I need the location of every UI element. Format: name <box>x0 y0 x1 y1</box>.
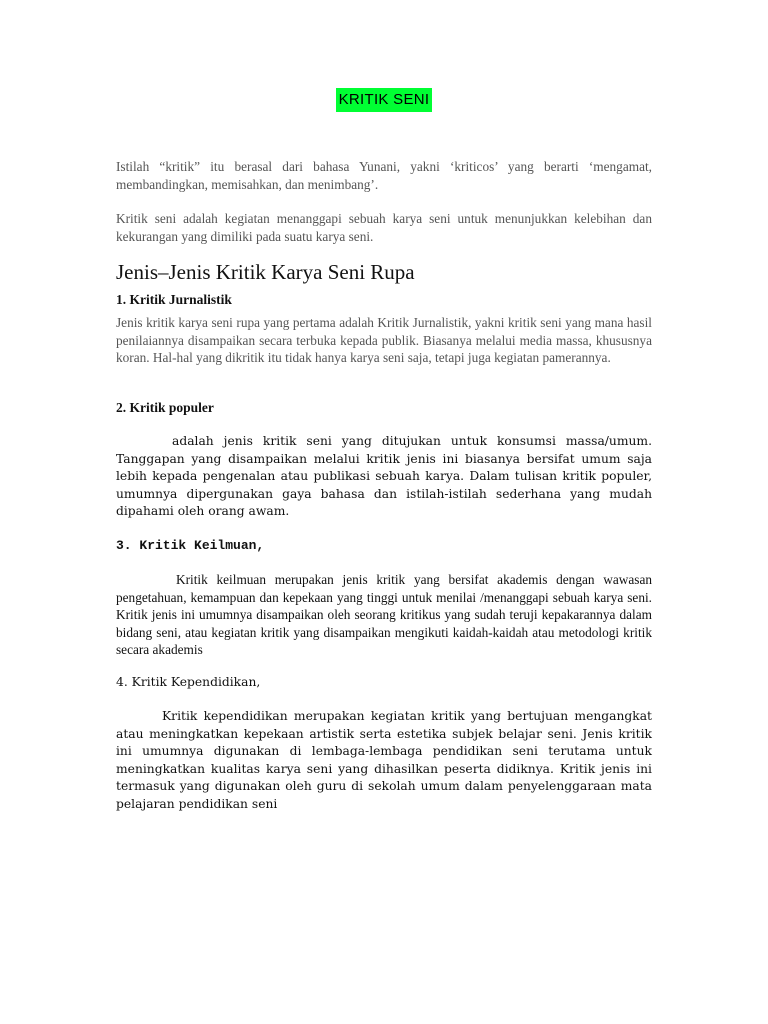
section-heading: Jenis–Jenis Kritik Karya Seni Rupa <box>116 260 415 284</box>
section-1-heading: 1. Kritik Jurnalistik <box>116 292 232 307</box>
document-title: KRITIK SENI <box>336 88 433 112</box>
section-3-heading: 3. Kritik Keilmuan, <box>116 538 265 553</box>
section-2-body: adalah jenis kritik seni yang ditujukan untuk konsumsi massa/umum. Tanggapan yang disampaikan melalui kritik jenis ini biasanya bersifat umum saja lebih kepada pengenalan atau publikasi sebuah karya. Dalam tulisan kritik populer, umumnya dipergunakan gaya bahasa dan istilah-istilah sederhana yang mudah dipahami oleh orang awam. <box>116 434 652 518</box>
section-2-heading: 2. Kritik populer <box>116 400 214 415</box>
title-container <box>0 88 768 112</box>
section-4-body: Kritik kependidikan merupakan kegiatan kritik yang bertujuan mengangkat atau meningkatkan kepekaan artistik serta estetika subjek belajar seni. Jenis kritik ini umumnya digunakan di lembaga-lembaga pendidikan seni terutama untuk meningkatkan kualitas karya seni yang dihasilkan peserta didiknya. Kritik jenis ini termasuk yang digunakan oleh guru di sekolah umum dalam penyelenggaraan mata pelajaran pendidikan seni <box>116 709 652 811</box>
intro-paragraph-1: Istilah “kritik” itu berasal dari bahasa Yunani, yakni ‘kriticos’ yang berarti ‘mengamat, membandingkan, memisahkan, dan menimbang’. <box>116 159 652 192</box>
section-4-heading: 4. Kritik Kependidikan, <box>116 675 261 689</box>
intro-paragraph-2: Kritik seni adalah kegiatan menanggapi sebuah karya seni untuk menunjukkan kelebihan dan kekurangan yang dimiliki pada suatu karya seni. <box>116 211 652 244</box>
section-1-body: Jenis kritik karya seni rupa yang pertama adalah Kritik Jurnalistik, yakni kritik seni yang mana hasil penilaiannya disampaikan secara terbuka kepada publik. Biasanya melalui media massa, khususnya koran. Hal-hal yang dikritik itu tidak hanya karya seni saja, tetapi juga kegiatan pamerannya. <box>116 315 652 365</box>
section-3-body: Kritik keilmuan merupakan jenis kritik yang bersifat akademis dengan wawasan pengetahuan, kemampuan dan kepekaan yang tinggi untuk menilai /menanggapi sebuah karya seni. Kritik jenis ini umumnya disampaikan oleh seorang kritikus yang sudah teruji kepakarannya dalam bidang seni, atau kegiatan kritik yang disampaikan mengikuti kaidah-kaidah atau metodologi kritik secara akademis <box>116 572 652 657</box>
